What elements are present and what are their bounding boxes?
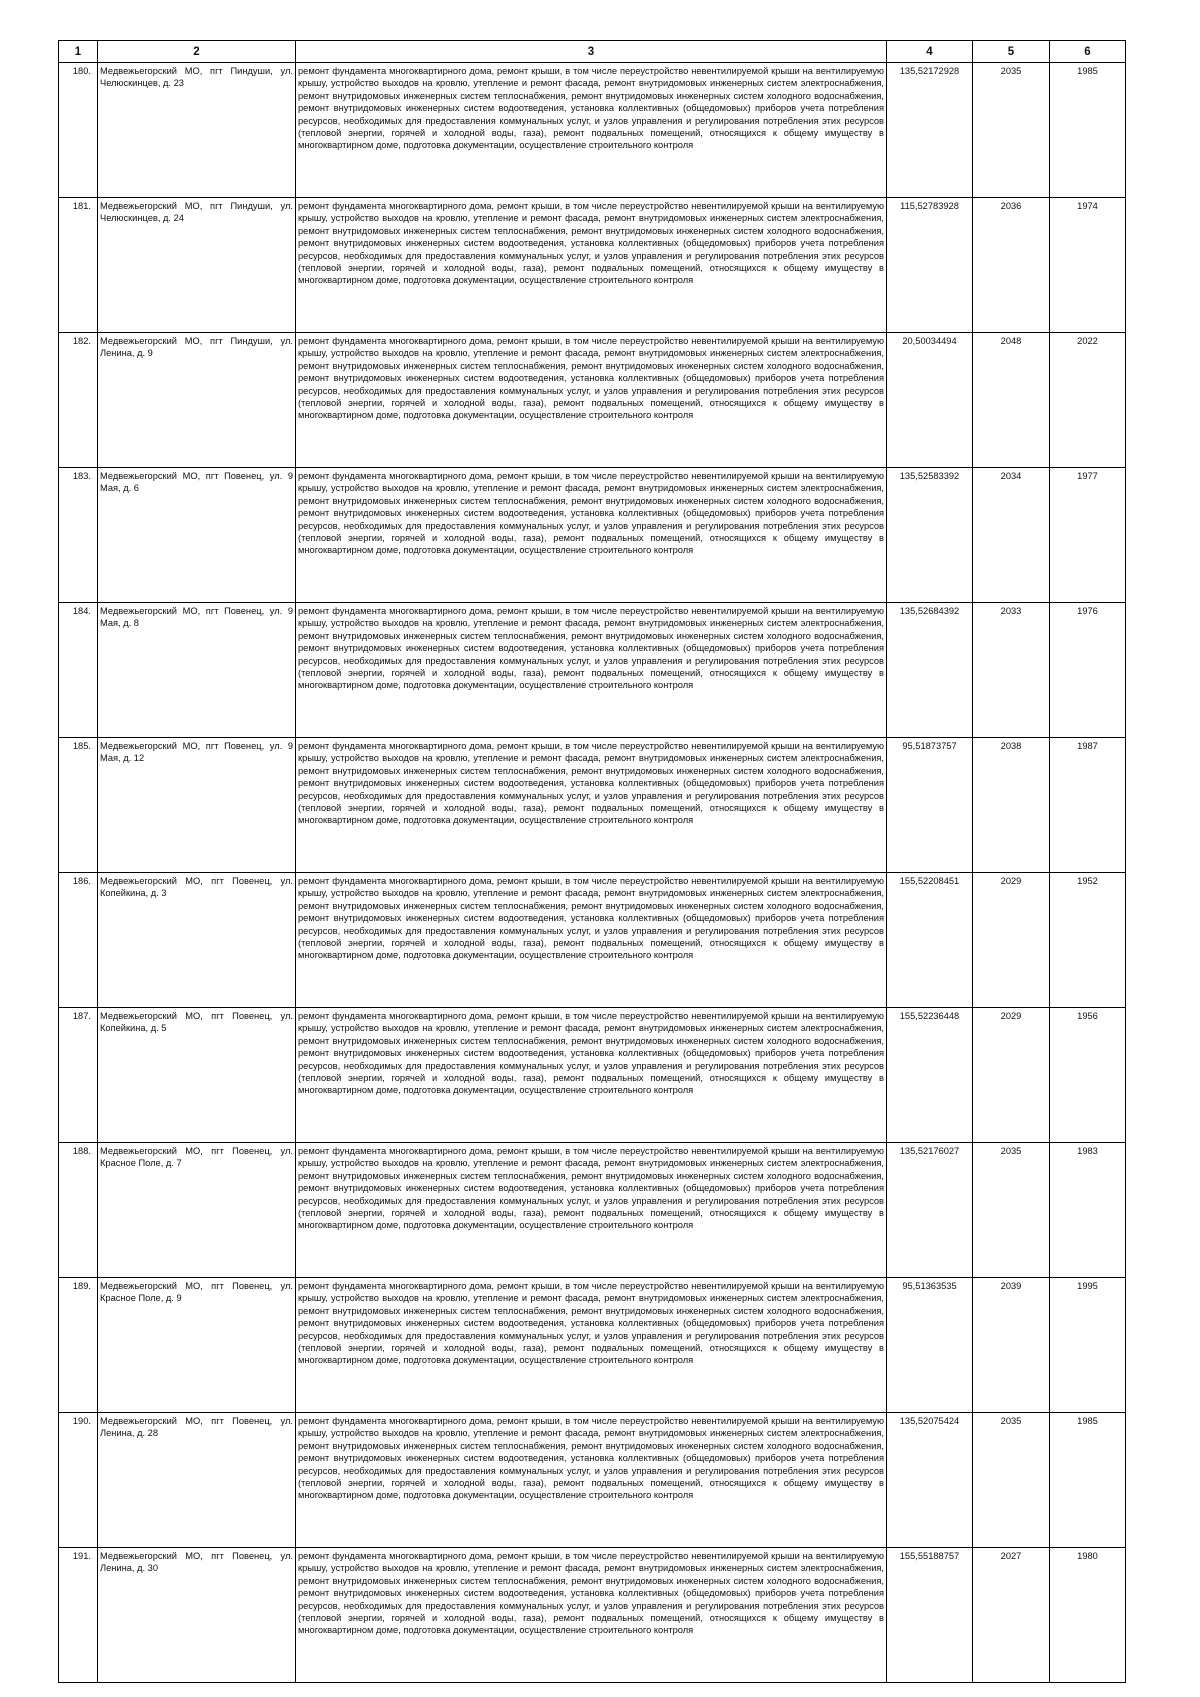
planned-year-cell: 2027 xyxy=(973,1548,1050,1683)
column-header: 3 xyxy=(296,41,887,63)
table-row xyxy=(59,1413,1126,1548)
works-description-cell: ремонт фундамента многоквартирного дома, ремонт крыши, в том числе переустройство невентилируемой крыши на вентилируемую крышу, устройство выходов на кровлю, утепление и ремонт фасада, ремонт внутридомовых инженерных систем электроснабжения, ремонт внутридомовых инженерных систем теплоснабжения, ремонт внутридомовых инженерных систем холодного водоснабжения, ремонт внутридомовых инженерных систем водоотведения, установка коллективных (общедомовых) приборов учета потребления ресурсов, необходимых для предоставления коммунальных услуг, и узлов управления и регулирования потребления этих ресурсов (тепловой энергии, горячей и холодной воды, газа), ремонт подвальных помещений, относящихся к общему имуществу в многоквартирном доме, подготовка документации, осуществление строительного контроля xyxy=(296,63,887,198)
cost-cell: 155,52236448 xyxy=(887,1008,973,1143)
row-number: 186. xyxy=(59,873,98,1008)
column-header: 4 xyxy=(887,41,973,63)
works-description-cell: ремонт фундамента многоквартирного дома, ремонт крыши, в том числе переустройство невентилируемой крыши на вентилируемую крышу, устройство выходов на кровлю, утепление и ремонт фасада, ремонт внутридомовых инженерных систем электроснабжения, ремонт внутридомовых инженерных систем теплоснабжения, ремонт внутридомовых инженерных систем холодного водоснабжения, ремонт внутридомовых инженерных систем водоотведения, установка коллективных (общедомовых) приборов учета потребления ресурсов, необходимых для предоставления коммунальных услуг, и узлов управления и регулирования потребления этих ресурсов (тепловой энергии, горячей и холодной воды, газа), ремонт подвальных помещений, относящихся к общему имуществу в многоквартирном доме, подготовка документации, осуществление строительного контроля xyxy=(296,738,887,873)
cost-cell: 20,50034494 xyxy=(887,333,973,468)
address-cell: Медвежьегорский МО, пгт Повенец, ул. Ленина, д. 30 xyxy=(98,1548,296,1683)
row-number: 181. xyxy=(59,198,98,333)
build-year-cell: 1985 xyxy=(1050,1413,1126,1548)
cost-cell: 135,52172928 xyxy=(887,63,973,198)
cost-cell: 95,51873757 xyxy=(887,738,973,873)
row-number: 187. xyxy=(59,1008,98,1143)
table-row xyxy=(59,468,1126,603)
table-header xyxy=(59,41,1126,63)
build-year-cell: 1987 xyxy=(1050,738,1126,873)
cost-cell: 155,52208451 xyxy=(887,873,973,1008)
row-number: 182. xyxy=(59,333,98,468)
works-description-cell: ремонт фундамента многоквартирного дома, ремонт крыши, в том числе переустройство невентилируемой крыши на вентилируемую крышу, устройство выходов на кровлю, утепление и ремонт фасада, ремонт внутридомовых инженерных систем электроснабжения, ремонт внутридомовых инженерных систем теплоснабжения, ремонт внутридомовых инженерных систем холодного водоснабжения, ремонт внутридомовых инженерных систем водоотведения, установка коллективных (общедомовых) приборов учета потребления ресурсов, необходимых для предоставления коммунальных услуг, и узлов управления и регулирования потребления этих ресурсов (тепловой энергии, горячей и холодной воды, газа), ремонт подвальных помещений, относящихся к общему имуществу в многоквартирном доме, подготовка документации, осуществление строительного контроля xyxy=(296,1008,887,1143)
column-header: 2 xyxy=(98,41,296,63)
address-cell: Медвежьегорский МО, пгт Пиндуши, ул. Челюскинцев, д. 24 xyxy=(98,198,296,333)
cost-cell: 155,55188757 xyxy=(887,1548,973,1683)
planned-year-cell: 2033 xyxy=(973,603,1050,738)
address-cell: Медвежьегорский МО, пгт Повенец, ул. 9 Мая, д. 8 xyxy=(98,603,296,738)
cost-cell: 135,52075424 xyxy=(887,1413,973,1548)
table-row xyxy=(59,1278,1126,1413)
works-description-cell: ремонт фундамента многоквартирного дома, ремонт крыши, в том числе переустройство невентилируемой крыши на вентилируемую крышу, устройство выходов на кровлю, утепление и ремонт фасада, ремонт внутридомовых инженерных систем электроснабжения, ремонт внутридомовых инженерных систем теплоснабжения, ремонт внутридомовых инженерных систем холодного водоснабжения, ремонт внутридомовых инженерных систем водоотведения, установка коллективных (общедомовых) приборов учета потребления ресурсов, необходимых для предоставления коммунальных услуг, и узлов управления и регулирования потребления этих ресурсов (тепловой энергии, горячей и холодной воды, газа), ремонт подвальных помещений, относящихся к общему имуществу в многоквартирном доме, подготовка документации, осуществление строительного контроля xyxy=(296,603,887,738)
row-number: 190. xyxy=(59,1413,98,1548)
planned-year-cell: 2035 xyxy=(973,1413,1050,1548)
build-year-cell: 2022 xyxy=(1050,333,1126,468)
works-description-cell: ремонт фундамента многоквартирного дома, ремонт крыши, в том числе переустройство невентилируемой крыши на вентилируемую крышу, устройство выходов на кровлю, утепление и ремонт фасада, ремонт внутридомовых инженерных систем электроснабжения, ремонт внутридомовых инженерных систем теплоснабжения, ремонт внутридомовых инженерных систем холодного водоснабжения, ремонт внутридомовых инженерных систем водоотведения, установка коллективных (общедомовых) приборов учета потребления ресурсов, необходимых для предоставления коммунальных услуг, и узлов управления и регулирования потребления этих ресурсов (тепловой энергии, горячей и холодной воды, газа), ремонт подвальных помещений, относящихся к общему имуществу в многоквартирном доме, подготовка документации, осуществление строительного контроля xyxy=(296,1143,887,1278)
cost-cell: 135,52684392 xyxy=(887,603,973,738)
table-row xyxy=(59,1548,1126,1683)
table-row xyxy=(59,1143,1126,1278)
address-cell: Медвежьегорский МО, пгт Повенец, ул. 9 Мая, д. 6 xyxy=(98,468,296,603)
table-row xyxy=(59,63,1126,198)
address-cell: Медвежьегорский МО, пгт Повенец, ул. Красное Поле, д. 9 xyxy=(98,1278,296,1413)
address-cell: Медвежьегорский МО, пгт Повенец, ул. Копейкина, д. 3 xyxy=(98,873,296,1008)
address-cell: Медвежьегорский МО, пгт Повенец, ул. Красное Поле, д. 7 xyxy=(98,1143,296,1278)
cost-cell: 115,52783928 xyxy=(887,198,973,333)
row-number: 188. xyxy=(59,1143,98,1278)
works-description-cell: ремонт фундамента многоквартирного дома, ремонт крыши, в том числе переустройство невентилируемой крыши на вентилируемую крышу, устройство выходов на кровлю, утепление и ремонт фасада, ремонт внутридомовых инженерных систем электроснабжения, ремонт внутридомовых инженерных систем теплоснабжения, ремонт внутридомовых инженерных систем холодного водоснабжения, ремонт внутридомовых инженерных систем водоотведения, установка коллективных (общедомовых) приборов учета потребления ресурсов, необходимых для предоставления коммунальных услуг, и узлов управления и регулирования потребления этих ресурсов (тепловой энергии, горячей и холодной воды, газа), ремонт подвальных помещений, относящихся к общему имуществу в многоквартирном доме, подготовка документации, осуществление строительного контроля xyxy=(296,873,887,1008)
planned-year-cell: 2029 xyxy=(973,1008,1050,1143)
table-row xyxy=(59,738,1126,873)
build-year-cell: 1985 xyxy=(1050,63,1126,198)
table-body xyxy=(59,63,1126,1683)
works-description-cell: ремонт фундамента многоквартирного дома, ремонт крыши, в том числе переустройство невентилируемой крыши на вентилируемую крышу, устройство выходов на кровлю, утепление и ремонт фасада, ремонт внутридомовых инженерных систем электроснабжения, ремонт внутридомовых инженерных систем теплоснабжения, ремонт внутридомовых инженерных систем холодного водоснабжения, ремонт внутридомовых инженерных систем водоотведения, установка коллективных (общедомовых) приборов учета потребления ресурсов, необходимых для предоставления коммунальных услуг, и узлов управления и регулирования потребления этих ресурсов (тепловой энергии, горячей и холодной воды, газа), ремонт подвальных помещений, относящихся к общему имуществу в многоквартирном доме, подготовка документации, осуществление строительного контроля xyxy=(296,1278,887,1413)
build-year-cell: 1952 xyxy=(1050,873,1126,1008)
planned-year-cell: 2048 xyxy=(973,333,1050,468)
works-description-cell: ремонт фундамента многоквартирного дома, ремонт крыши, в том числе переустройство невентилируемой крыши на вентилируемую крышу, устройство выходов на кровлю, утепление и ремонт фасада, ремонт внутридомовых инженерных систем электроснабжения, ремонт внутридомовых инженерных систем теплоснабжения, ремонт внутридомовых инженерных систем холодного водоснабжения, ремонт внутридомовых инженерных систем водоотведения, установка коллективных (общедомовых) приборов учета потребления ресурсов, необходимых для предоставления коммунальных услуг, и узлов управления и регулирования потребления этих ресурсов (тепловой энергии, горячей и холодной воды, газа), ремонт подвальных помещений, относящихся к общему имуществу в многоквартирном доме, подготовка документации, осуществление строительного контроля xyxy=(296,468,887,603)
build-year-cell: 1977 xyxy=(1050,468,1126,603)
build-year-cell: 1974 xyxy=(1050,198,1126,333)
planned-year-cell: 2039 xyxy=(973,1278,1050,1413)
table-row xyxy=(59,198,1126,333)
row-number: 184. xyxy=(59,603,98,738)
table-row xyxy=(59,603,1126,738)
build-year-cell: 1956 xyxy=(1050,1008,1126,1143)
table-row xyxy=(59,873,1126,1008)
address-cell: Медвежьегорский МО, пгт Пиндуши, ул. Челюскинцев, д. 23 xyxy=(98,63,296,198)
planned-year-cell: 2035 xyxy=(973,1143,1050,1278)
works-description-cell: ремонт фундамента многоквартирного дома, ремонт крыши, в том числе переустройство невентилируемой крыши на вентилируемую крышу, устройство выходов на кровлю, утепление и ремонт фасада, ремонт внутридомовых инженерных систем электроснабжения, ремонт внутридомовых инженерных систем теплоснабжения, ремонт внутридомовых инженерных систем холодного водоснабжения, ремонт внутридомовых инженерных систем водоотведения, установка коллективных (общедомовых) приборов учета потребления ресурсов, необходимых для предоставления коммунальных услуг, и узлов управления и регулирования потребления этих ресурсов (тепловой энергии, горячей и холодной воды, газа), ремонт подвальных помещений, относящихся к общему имуществу в многоквартирном доме, подготовка документации, осуществление строительного контроля xyxy=(296,333,887,468)
table-row xyxy=(59,1008,1126,1143)
planned-year-cell: 2036 xyxy=(973,198,1050,333)
cost-cell: 135,52583392 xyxy=(887,468,973,603)
address-cell: Медвежьегорский МО, пгт Повенец, ул. Копейкина, д. 5 xyxy=(98,1008,296,1143)
build-year-cell: 1995 xyxy=(1050,1278,1126,1413)
column-header: 5 xyxy=(973,41,1050,63)
column-header: 1 xyxy=(59,41,98,63)
capital-repair-table xyxy=(58,40,1126,1683)
document-page xyxy=(58,40,1125,1683)
row-number: 180. xyxy=(59,63,98,198)
planned-year-cell: 2035 xyxy=(973,63,1050,198)
planned-year-cell: 2029 xyxy=(973,873,1050,1008)
planned-year-cell: 2038 xyxy=(973,738,1050,873)
works-description-cell: ремонт фундамента многоквартирного дома, ремонт крыши, в том числе переустройство невентилируемой крыши на вентилируемую крышу, устройство выходов на кровлю, утепление и ремонт фасада, ремонт внутридомовых инженерных систем электроснабжения, ремонт внутридомовых инженерных систем теплоснабжения, ремонт внутридомовых инженерных систем холодного водоснабжения, ремонт внутридомовых инженерных систем водоотведения, установка коллективных (общедомовых) приборов учета потребления ресурсов, необходимых для предоставления коммунальных услуг, и узлов управления и регулирования потребления этих ресурсов (тепловой энергии, горячей и холодной воды, газа), ремонт подвальных помещений, относящихся к общему имуществу в многоквартирном доме, подготовка документации, осуществление строительного контроля xyxy=(296,1548,887,1683)
build-year-cell: 1980 xyxy=(1050,1548,1126,1683)
row-number: 189. xyxy=(59,1278,98,1413)
works-description-cell: ремонт фундамента многоквартирного дома, ремонт крыши, в том числе переустройство невентилируемой крыши на вентилируемую крышу, устройство выходов на кровлю, утепление и ремонт фасада, ремонт внутридомовых инженерных систем электроснабжения, ремонт внутридомовых инженерных систем теплоснабжения, ремонт внутридомовых инженерных систем холодного водоснабжения, ремонт внутридомовых инженерных систем водоотведения, установка коллективных (общедомовых) приборов учета потребления ресурсов, необходимых для предоставления коммунальных услуг, и узлов управления и регулирования потребления этих ресурсов (тепловой энергии, горячей и холодной воды, газа), ремонт подвальных помещений, относящихся к общему имуществу в многоквартирном доме, подготовка документации, осуществление строительного контроля xyxy=(296,1413,887,1548)
row-number: 183. xyxy=(59,468,98,603)
address-cell: Медвежьегорский МО, пгт Повенец, ул. 9 Мая, д. 12 xyxy=(98,738,296,873)
address-cell: Медвежьегорский МО, пгт Пиндуши, ул. Ленина, д. 9 xyxy=(98,333,296,468)
column-header: 6 xyxy=(1050,41,1126,63)
header-row xyxy=(59,41,1126,63)
row-number: 185. xyxy=(59,738,98,873)
address-cell: Медвежьегорский МО, пгт Повенец, ул. Ленина, д. 28 xyxy=(98,1413,296,1548)
works-description-cell: ремонт фундамента многоквартирного дома, ремонт крыши, в том числе переустройство невентилируемой крыши на вентилируемую крышу, устройство выходов на кровлю, утепление и ремонт фасада, ремонт внутридомовых инженерных систем электроснабжения, ремонт внутридомовых инженерных систем теплоснабжения, ремонт внутридомовых инженерных систем холодного водоснабжения, ремонт внутридомовых инженерных систем водоотведения, установка коллективных (общедомовых) приборов учета потребления ресурсов, необходимых для предоставления коммунальных услуг, и узлов управления и регулирования потребления этих ресурсов (тепловой энергии, горячей и холодной воды, газа), ремонт подвальных помещений, относящихся к общему имуществу в многоквартирном доме, подготовка документации, осуществление строительного контроля xyxy=(296,198,887,333)
row-number: 191. xyxy=(59,1548,98,1683)
build-year-cell: 1983 xyxy=(1050,1143,1126,1278)
cost-cell: 135,52176027 xyxy=(887,1143,973,1278)
table-row xyxy=(59,333,1126,468)
build-year-cell: 1976 xyxy=(1050,603,1126,738)
planned-year-cell: 2034 xyxy=(973,468,1050,603)
cost-cell: 95,51363535 xyxy=(887,1278,973,1413)
